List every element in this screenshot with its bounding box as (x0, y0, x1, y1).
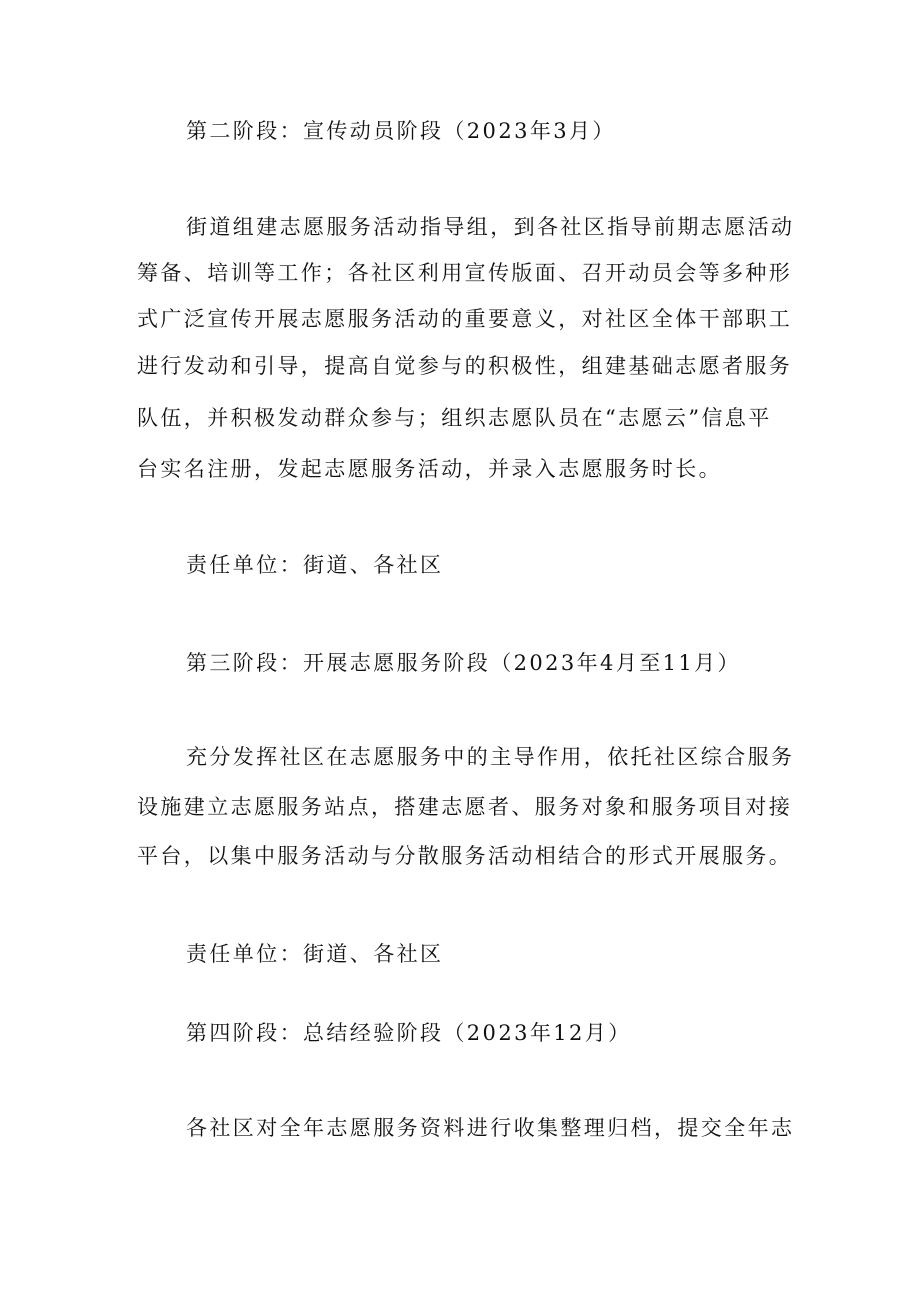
stage3-responsible-unit: 责任单位：街道、各社区 (186, 942, 444, 966)
stage2-body-line: 式广泛宣传开展志愿服务活动的重要意义，对社区全体干部职工 (137, 307, 793, 331)
stage3-body-line: 设施建立志愿服务站点，搭建志愿者、服务对象和服务项目对接 (137, 795, 793, 819)
stage3-body-line: 平台，以集中服务活动与分散服务活动相结合的形式开展服务。 (137, 844, 793, 868)
stage2-body-line: 街道组建志愿服务活动指导组，到各社区指导前期志愿活动 (186, 215, 795, 239)
stage3-body-line: 充分发挥社区在志愿服务中的主导作用，依托社区综合服务 (186, 745, 795, 769)
stage2-body-line: 进行发动和引导，提高自觉参与的积极性，组建基础志愿者服务 (137, 354, 793, 378)
stage2-body-line: 筹备、培训等工作；各社区利用宣传版面、召开动员会等多种形 (137, 261, 793, 285)
stage2-body-line: 队伍，并积极发动群众参与；组织志愿队员在“志愿云”信息平 (137, 406, 772, 430)
stage3-heading: 第三阶段：开展志愿服务阶段（2023年4月至11月） (186, 651, 741, 675)
stage4-body-line: 各社区对全年志愿服务资料进行收集整理归档，提交全年志 (186, 1116, 795, 1140)
stage2-responsible-unit: 责任单位：街道、各社区 (186, 553, 444, 577)
stage4-heading: 第四阶段：总结经验阶段（2023年12月） (186, 1021, 632, 1045)
stage2-body-line: 台实名注册，发起志愿服务活动，并录入志愿服务时长。 (137, 457, 722, 481)
stage2-heading: 第二阶段：宣传动员阶段（2023年3月） (186, 119, 616, 143)
